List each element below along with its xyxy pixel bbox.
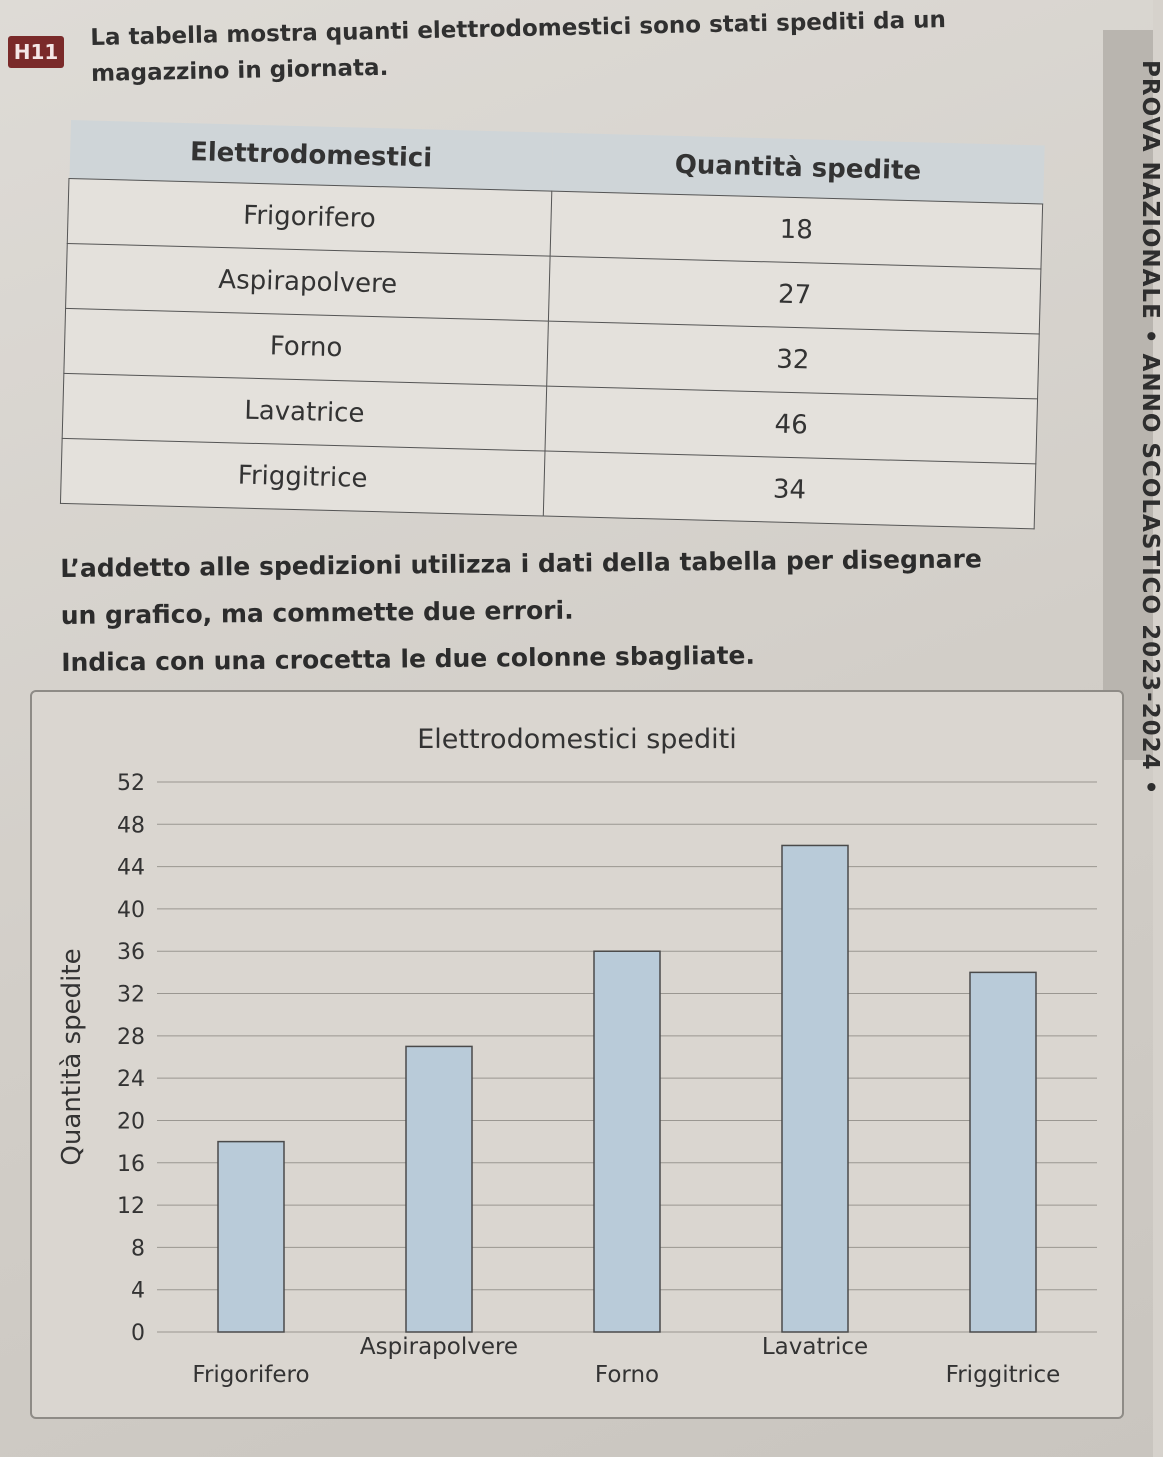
table-cell: 18 <box>550 191 1043 269</box>
bar <box>218 1142 284 1332</box>
y-axis-label: Quantità spedite <box>57 948 87 1166</box>
question-line-2: un grafico, ma commette due errori. <box>60 595 574 630</box>
chart-frame <box>30 690 1124 1419</box>
sidebar-text: PROVA NAZIONALE • ANNO SCOLASTICO 2023-2024 • <box>1137 60 1163 796</box>
y-tick-label: 44 <box>117 855 145 881</box>
bar <box>594 951 660 1332</box>
y-tick-label: 4 <box>131 1278 145 1304</box>
data-table-container <box>60 120 1055 530</box>
table-cell: Friggitrice <box>60 438 544 516</box>
question-line-3: Indica con una crocetta le due colonne sbagliate. <box>61 640 756 677</box>
y-tick-label: 36 <box>117 940 145 966</box>
x-tick-label: Forno <box>594 1362 660 1388</box>
y-tick-label: 12 <box>117 1194 145 1220</box>
bar-chart <box>32 692 1122 1417</box>
table-cell: Frigorifero <box>67 178 551 256</box>
y-tick-label: 0 <box>131 1321 145 1346</box>
y-tick-label: 32 <box>117 982 145 1008</box>
y-tick-label: 40 <box>117 897 145 923</box>
table-cell: Lavatrice <box>62 373 546 451</box>
intro-text: La tabella mostra quanti elettrodomestici sono stati spediti da un magazzino in giornata. <box>90 7 947 87</box>
x-tick-label: Aspirapolvere <box>359 1334 519 1360</box>
data-table <box>60 120 1045 529</box>
x-tick-label: Frigorifero <box>192 1362 310 1388</box>
chart-title: Elettrodomestici spediti <box>417 724 737 755</box>
y-tick-label: 24 <box>117 1067 145 1093</box>
x-tick-label: Friggitrice <box>945 1362 1061 1388</box>
y-tick-label: 20 <box>117 1109 145 1135</box>
bar <box>970 972 1036 1332</box>
x-tick-label: Lavatrice <box>761 1334 869 1360</box>
table-cell: 34 <box>543 451 1036 529</box>
problem-badge: H11 <box>8 36 64 68</box>
bar <box>782 845 848 1332</box>
y-tick-label: 48 <box>117 813 145 839</box>
table-cell: 32 <box>547 321 1040 399</box>
question-line-1: L’addetto alle spedizioni utilizza i dati della tabella per disegnare <box>60 544 983 583</box>
table-cell: 46 <box>545 386 1038 464</box>
table-header-quantity: Quantità spedite <box>552 133 1045 204</box>
bar <box>406 1046 472 1332</box>
y-tick-label: 8 <box>131 1236 145 1262</box>
table-cell: Forno <box>64 308 548 386</box>
question-text <box>60 534 1071 686</box>
table-cell: Aspirapolvere <box>66 243 550 321</box>
y-tick-label: 28 <box>117 1024 145 1050</box>
table-header-appliance: Elettrodomestici <box>69 120 553 191</box>
y-tick-label: 52 <box>117 771 145 796</box>
y-tick-label: 16 <box>117 1151 145 1177</box>
table-cell: 27 <box>548 256 1041 334</box>
